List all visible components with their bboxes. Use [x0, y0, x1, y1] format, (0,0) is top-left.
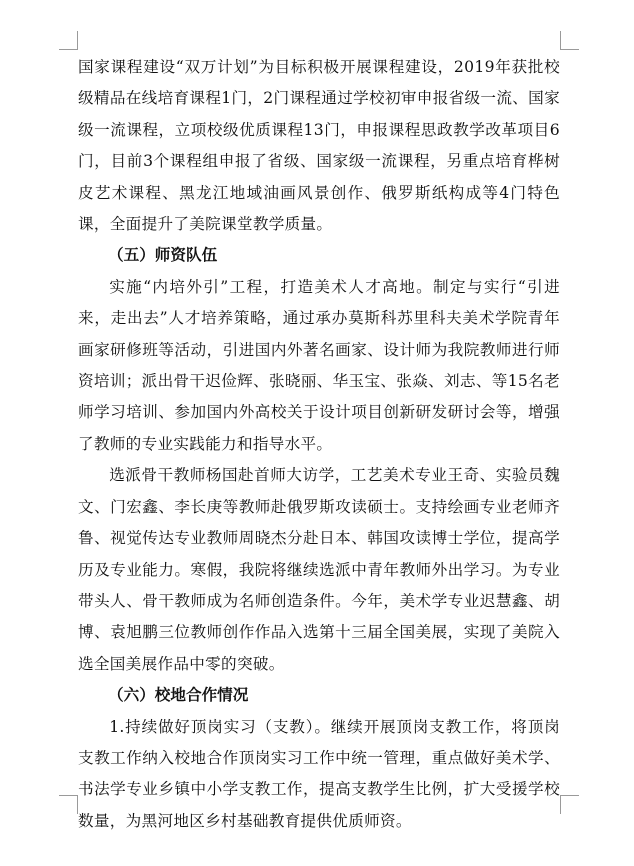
margin-corner-mark-bottom-left [59, 795, 78, 814]
margin-corner-mark-bottom-right [560, 795, 579, 814]
document-body[interactable] [78, 52, 560, 837]
margin-corner-mark-top-right [560, 31, 579, 50]
section-heading-school-local-cooperation: （六）校地合作情况 [108, 686, 249, 705]
paragraph-teacher-study-abroad: 选派骨干教师杨国赴首师大访学，工艺美术专业王奇、实验员魏文、门宏鑫、李长庚等教师赴俄罗斯攻读硕士。支持绘画专业老师齐鲁、视觉传达专业教师周晓杰分赴日本、韩国攻读博士学位，提高学历及专业能力。寒假，我院将继续选派中青年教师外出学习。为专业带头人、骨干教师成为名师创造条件。今年，美术学专业迟慧鑫、胡博、袁旭鹏三位教师创作作品入选第十三届全国美展，实现了美院入选全国美展作品中零的突破。 [78, 466, 560, 673]
paragraph-internship-teaching: 1.持续做好顶岗实习（支教）。继续开展顶岗支教工作，将顶岗支教工作纳入校地合作顶岗实习工作中统一管理，重点做好美术学、书法学专业乡镇中小学支教工作，提高支教学生比例，扩大受援学校数量，为黑河地区乡村基础教育提供优质师资。 [78, 717, 560, 830]
paragraph-talent-program: 实施“内培外引”工程，打造美术人才高地。制定与实行“引进来，走出去”人才培养策略，通过承办莫斯科苏里科夫美术学院青年画家研修班等活动，引进国内外著名画家、设计师为我院教师进行师资培训；派出骨干迟俭辉、张晓丽、华玉宝、张焱、刘志、等15名老师学习培训、参加国内外高校关于设计项目创新研发研讨会等，增强了教师的专业实践能力和指导水平。 [78, 277, 560, 453]
section-heading-faculty: （五）师资队伍 [108, 246, 218, 265]
paragraph-course-construction: 国家课程建设“双万计划”为目标积极开展课程建设，2019年获批校级精品在线培育课程1门，2门课程通过学校初审申报省级一流、国家级一流课程，立项校级优质课程13门，申报课程思政教学改革项目6门，目前3个课程组申报了省级、国家级一流课程，另重点培育桦树皮艺术课程、黑龙江地域油画风景创作、俄罗斯纸构成等4门特色课，全面提升了美院课堂教学质量。 [78, 58, 560, 234]
margin-corner-mark-top-left [59, 31, 78, 50]
